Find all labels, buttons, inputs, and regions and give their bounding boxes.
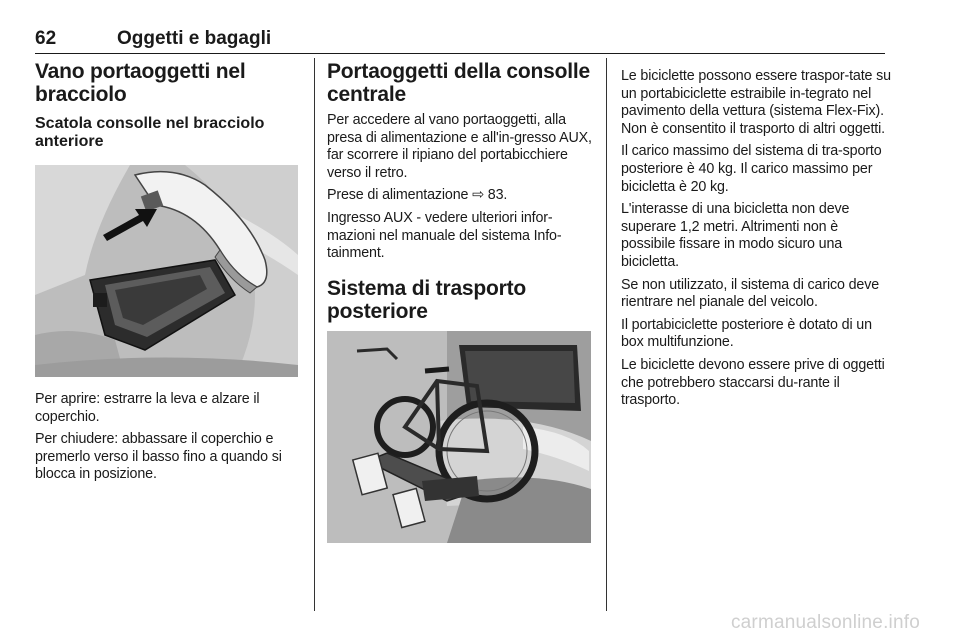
section-heading-rear-carrier: Sistema di trasporto posteriore: [327, 276, 527, 323]
page-header: [35, 28, 885, 54]
paragraph-multifunction-box: Il portabiciclette posteriore è dotato di un box multifunzione.: [621, 316, 872, 351]
paragraph-close: Per chiudere: abbassare il coperchio e premerlo verso il basso fino a quando si blocca in posizione.: [35, 431, 282, 483]
column-divider-2: [606, 58, 607, 611]
paragraph-flex-fix: Le biciclette possono essere traspor-tate su un portabiciclette estraibile in-tegrato nel pavimento della vettura (sistema Flex-Fix). Non è consentito il trasporto di altri oggetti.: [621, 68, 891, 137]
paragraph-loose-objects: Le biciclette devono essere prive di oggetti che potrebbero staccarsi du-rante il trasporto.: [621, 356, 885, 409]
armrest-illustration: [35, 165, 298, 377]
section-heading-armrest: Vano portaoggetti nel bracciolo: [35, 60, 246, 106]
paragraph-console-access: Per accedere al vano portaoggetti, alla presa di alimentazione e all'in-gresso AUX, far scorrere il ripiano del portabicchiere verso il retro.: [327, 112, 592, 181]
column-2: [327, 60, 593, 543]
watermark: carmanualsonline.info: [730, 612, 920, 633]
paragraph-open: Per aprire: estrarre la leva e alzare il coperchio.: [35, 391, 260, 425]
column-1: [35, 60, 300, 489]
paragraph-max-load: Il carico massimo del sistema di tra-sporto posteriore è 40 kg. Il carico massimo per bicicletta è 20 kg.: [621, 143, 882, 195]
paragraph-wheelbase: L'interasse di una bicicletta non deve superare 1,2 metri. Altrimenti non è possibile fissare in modo sicuro una bicicletta.: [621, 201, 850, 270]
paragraph-power-outlets: Prese di alimentazione ⇨ 83.: [327, 187, 508, 204]
page-number: 62: [35, 28, 57, 49]
subheading-console-box: Scatola consolle nel bracciolo anteriore: [35, 115, 265, 150]
bike-carrier-drawing: [327, 331, 591, 543]
paragraph-retract: Se non utilizzato, il sistema di carico deve rientrare nel pianale del veicolo.: [621, 276, 880, 311]
column-divider-1: [314, 58, 315, 611]
column-3: [621, 60, 891, 415]
running-title: Oggetti e bagagli: [117, 28, 272, 49]
paragraph-aux-input: Ingresso AUX - vedere ulteriori infor-mazioni nel manuale del sistema Info-tainment.: [327, 209, 562, 262]
bike-carrier-illustration: [327, 331, 591, 543]
section-heading-console: Portaoggetti della consolle centrale: [327, 60, 590, 106]
armrest-drawing: [35, 165, 298, 377]
